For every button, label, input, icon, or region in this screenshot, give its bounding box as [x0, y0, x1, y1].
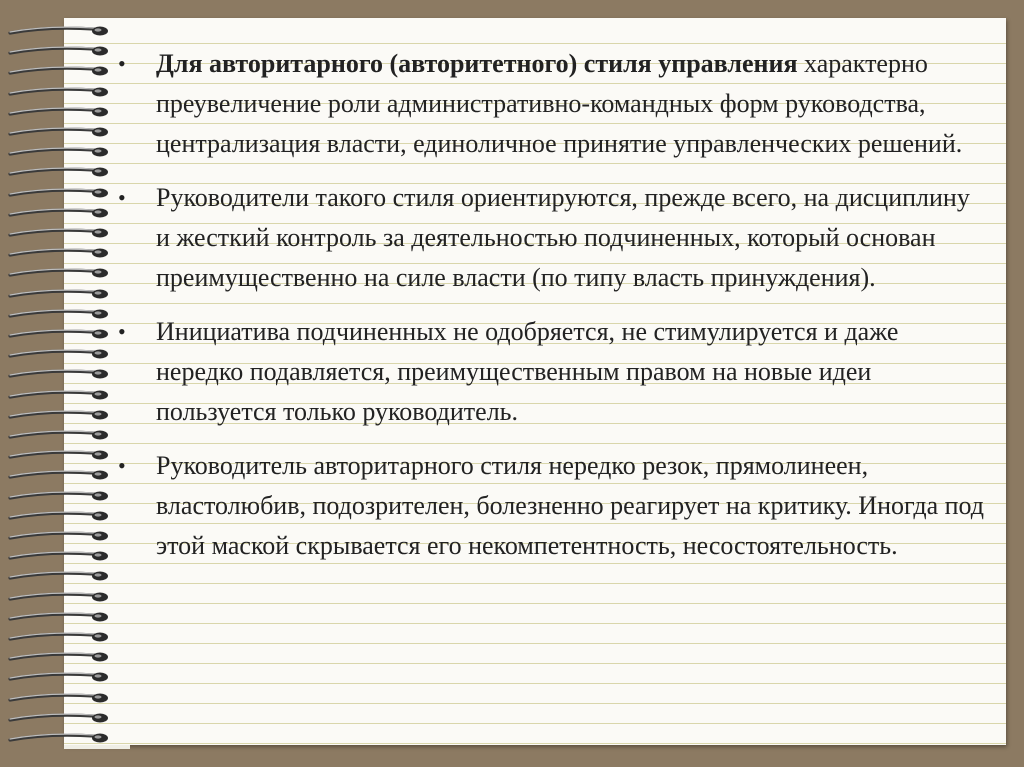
spiral-coil: [8, 610, 112, 624]
spiral-coil: [8, 206, 112, 220]
spiral-coil: [8, 529, 112, 543]
bullet-1-bold-text: Для авторитарного (авторитетного) стиля управления: [156, 49, 798, 78]
bullet-marker: •: [118, 453, 126, 478]
spiral-coil: [8, 670, 112, 684]
spiral-coil: [8, 448, 112, 462]
spiral-coil: [8, 44, 112, 58]
spiral-coil: [8, 408, 112, 422]
spiral-coil: [8, 367, 112, 381]
page-edge: [64, 745, 130, 749]
spiral-coil: [8, 691, 112, 705]
spiral-coil: [8, 105, 112, 119]
spiral-coil: [8, 549, 112, 563]
spiral-coil: [8, 569, 112, 583]
spiral-coil: [8, 24, 112, 38]
spiral-coil: [8, 468, 112, 482]
spiral-coil: [8, 145, 112, 159]
spiral-coil: [8, 307, 112, 321]
bullet-marker: •: [118, 319, 126, 344]
spiral-coil: [8, 347, 112, 361]
spiral-coil: [8, 650, 112, 664]
spiral-coil: [8, 246, 112, 260]
spiral-coil: [8, 165, 112, 179]
bullet-marker: •: [118, 185, 126, 210]
bullet-item-2: [110, 178, 990, 298]
bullet-1-text: характерно преувеличение роли административно-командных форм руководства, централизация власти, единоличное принятие управленческих решений.: [156, 49, 963, 158]
spiral-coil: [8, 287, 112, 301]
spiral-coil: [8, 711, 112, 725]
bullet-4-text: Руководитель авторитарного стиля нередко резок, прямолинеен, властолюбив, подозрителен, болезненно реагирует на критику. Иногда под этой маской скрывается его некомпетентность, несостоятельность.: [156, 451, 985, 560]
spiral-coil: [8, 85, 112, 99]
spiral-coil: [8, 266, 112, 280]
spiral-coil: [8, 630, 112, 644]
bullet-item-4: [110, 446, 990, 566]
spiral-coil: [8, 509, 112, 523]
bullet-item-1: [110, 44, 990, 164]
bullet-2-text: Руководители такого стиля ориентируются, прежде всего, на дисциплину и жесткий контроль за деятельностью подчиненных, который основан преимущественно на силе власти (по типу власть принуждения).: [156, 183, 970, 292]
spiral-coil: [8, 731, 112, 745]
bullet-list: [110, 44, 990, 566]
spiral-coil: [8, 226, 112, 240]
spiral-binding-icon: [8, 18, 116, 743]
spiral-coil: [8, 388, 112, 402]
spiral-coil: [8, 590, 112, 604]
bullet-item-3: [110, 312, 990, 432]
spiral-coil: [8, 125, 112, 139]
spiral-coil: [8, 186, 112, 200]
bullet-marker: •: [118, 51, 126, 76]
spiral-coil: [8, 64, 112, 78]
spiral-coil: [8, 428, 112, 442]
bullet-3-text: Инициатива подчиненных не одобряется, не стимулируется и даже нередко подавляется, преимущественным правом на новые идеи пользуется только руководитель.: [156, 317, 899, 426]
spiral-coil: [8, 489, 112, 503]
spiral-coil: [8, 327, 112, 341]
